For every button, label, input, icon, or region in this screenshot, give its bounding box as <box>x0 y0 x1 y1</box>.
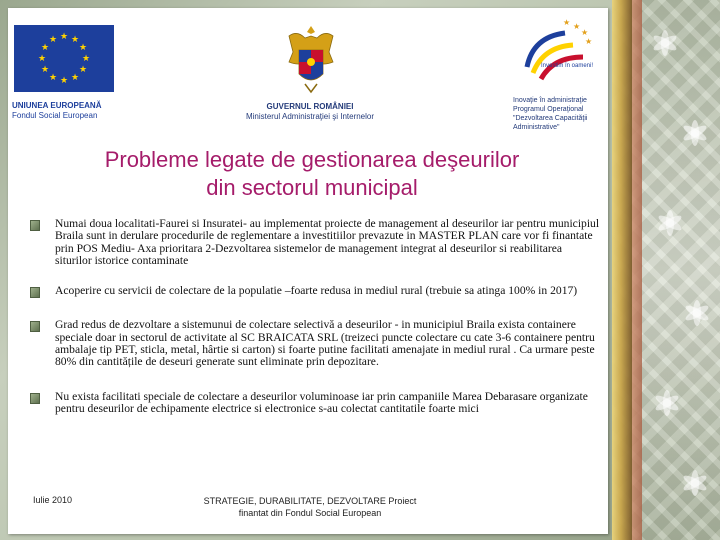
flower-ornament <box>684 300 710 326</box>
bullet-square-icon <box>30 287 40 298</box>
svg-text:★: ★ <box>48 72 58 82</box>
svg-text:★: ★ <box>81 53 91 63</box>
romania-coat-of-arms-icon <box>283 22 339 96</box>
bullet-text: Acoperire cu servicii de colectare de la populatie –foarte redusa in mediul rural (trebuie sa atinga 100% in 2017) <box>55 284 578 298</box>
footer-project <box>180 495 440 519</box>
svg-text:★: ★ <box>585 37 593 46</box>
government-caption <box>230 102 390 122</box>
svg-text:★: ★ <box>59 75 69 85</box>
svg-text:★: ★ <box>40 42 50 52</box>
flower-ornament <box>652 30 678 56</box>
operational-program-logo-icon <box>513 17 597 89</box>
bullet-square-icon <box>30 220 40 231</box>
op-logo-slogan: Investim în oameni! <box>541 63 594 69</box>
svg-text:★: ★ <box>59 31 69 41</box>
eu-caption <box>12 101 152 121</box>
bullet-text: Numai doua localitati-Faurei si Insuratei- au implementat proiecte de management al deseurilor iar pentru municipiul Braila sunt in derulare procedurile de reglementare a investitiilor prevazute in MASTER PLAN care vor fi finantate prin POS Mediu- Axa prioritara 2-Dezvoltarea sistemelor de management integrat al deseurilor si reabilitarea siturilor istorice contaminate <box>55 217 600 267</box>
decorative-gold-band <box>612 0 632 540</box>
svg-text:★: ★ <box>563 18 571 27</box>
op-caption-line: Programul Operaţional <box>513 106 584 113</box>
flower-ornament <box>682 470 708 496</box>
svg-text:★: ★ <box>581 28 589 37</box>
footer-project-line1: STRATEGIE, DURABILITATE, DEZVOLTARE Proiect <box>203 496 417 506</box>
operational-program-caption <box>513 96 605 132</box>
op-caption-line: Inovaţie în administraţie <box>513 97 587 104</box>
bullet-text: Grad redus de dezvoltare a sistemunui de colectare selectivă a deseurilor - in municipiul Braila exista containere speciale doar in sectorul de activitate al SC BRAICATA SRL (treizeci puncte colectare cu cate 3-6 containere pentru ambalaje tip PET, sticla, metal, hârtie si carton) si foarte putine facilitati amenajate in mediul rural . Ca urmare peste 80% din cantitățile de deseuri generate sunt eliminate prin depozitare. <box>55 318 595 369</box>
footer-project-line2: finantat din Fondul Social European <box>238 508 382 518</box>
bullet-item <box>30 391 600 416</box>
bullet-item <box>30 319 600 368</box>
flower-ornament <box>682 120 708 146</box>
footer-date: Iulie 2010 <box>33 495 73 505</box>
eu-caption-title: UNIUNEA EUROPEANĂ <box>12 101 102 110</box>
eu-caption-subtitle: Fondul Social European <box>12 111 98 120</box>
svg-text:★: ★ <box>78 42 88 52</box>
flower-ornament <box>654 390 680 416</box>
slide-title-line1: Probleme legate de gestionarea deşeurilor <box>104 147 520 172</box>
flower-ornament <box>657 210 683 236</box>
svg-text:★: ★ <box>40 64 50 74</box>
government-caption-subtitle: Ministerul Administraţiei şi Internelor <box>245 112 375 121</box>
bullet-list <box>30 218 600 415</box>
decorative-copper-band <box>632 0 642 540</box>
slide-title-line2: din sectorul municipal <box>206 175 418 200</box>
svg-text:★: ★ <box>70 72 80 82</box>
op-caption-line: Administrative" <box>513 124 560 131</box>
bullet-item <box>30 218 600 267</box>
svg-text:★: ★ <box>37 53 47 63</box>
bullet-text: Nu exista facilitati speciale de colectare a deseurilor voluminoase iar prin campaniile Marea Debarasare organizate pentru deseurilor de echipamente electrice si electronice s-au colectat cantitatile foarte mici <box>55 389 588 415</box>
government-caption-title: GUVERNUL ROMÂNIEI <box>266 102 354 111</box>
svg-text:★: ★ <box>78 64 88 74</box>
bullet-square-icon <box>30 393 40 404</box>
slide-title <box>20 146 604 202</box>
bullet-item <box>30 285 600 297</box>
svg-text:★: ★ <box>573 22 581 31</box>
eu-flag-icon <box>14 25 114 92</box>
svg-text:★: ★ <box>70 34 80 44</box>
bullet-square-icon <box>30 321 40 332</box>
svg-text:★: ★ <box>48 34 58 44</box>
op-caption-line: "Dezvoltarea Capacităţii <box>513 115 588 122</box>
